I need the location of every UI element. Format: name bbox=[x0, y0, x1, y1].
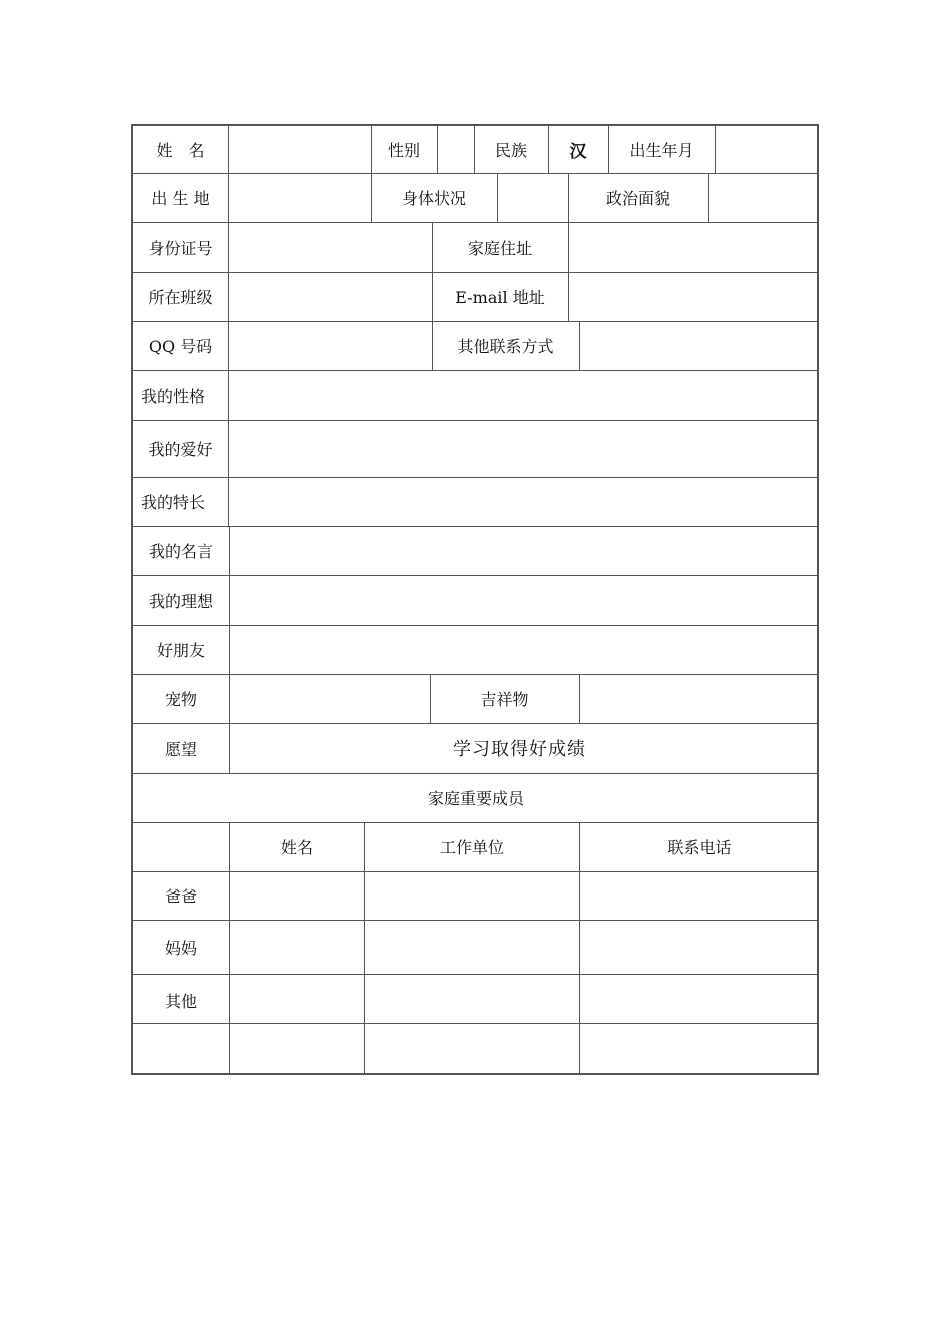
qq-field[interactable] bbox=[229, 321, 432, 370]
health-field[interactable] bbox=[498, 173, 568, 222]
family-section-title: 家庭重要成员 bbox=[427, 789, 524, 808]
class-label: 所在班级 bbox=[148, 288, 213, 307]
wish-label: 愿望 bbox=[164, 739, 197, 759]
id-number-field[interactable] bbox=[229, 222, 432, 272]
class-field[interactable] bbox=[229, 272, 432, 321]
birth-date-field[interactable] bbox=[716, 126, 819, 173]
family-member-other-label: 其他 bbox=[164, 992, 197, 1011]
ideal-label: 我的理想 bbox=[148, 591, 213, 611]
health-label: 身体状况 bbox=[401, 189, 466, 208]
other-contact-label: 其他联系方式 bbox=[457, 337, 554, 356]
friends-label: 好朋友 bbox=[156, 641, 205, 660]
pet-field[interactable] bbox=[230, 674, 430, 723]
dad-phone-field[interactable] bbox=[580, 871, 819, 920]
mom-name-field[interactable] bbox=[230, 920, 364, 974]
ideal-field[interactable] bbox=[230, 575, 819, 625]
email-label: E-mail 地址 bbox=[455, 288, 545, 307]
personality-label: 我的性格 bbox=[141, 386, 206, 406]
ethnicity-label: 民族 bbox=[494, 141, 527, 160]
extra-workplace-field[interactable] bbox=[365, 1024, 579, 1073]
wish-value[interactable]: 学习取得好成绩 bbox=[453, 739, 586, 760]
personality-field[interactable] bbox=[229, 370, 819, 420]
gender-field[interactable] bbox=[438, 126, 474, 173]
home-address-field[interactable] bbox=[569, 222, 819, 272]
political-status-label: 政治面貌 bbox=[605, 189, 670, 208]
id-number-label: 身份证号 bbox=[148, 238, 213, 258]
dad-name-field[interactable] bbox=[230, 871, 364, 920]
mascot-field[interactable] bbox=[580, 674, 819, 723]
friends-field[interactable] bbox=[230, 625, 819, 674]
dad-workplace-field[interactable] bbox=[365, 871, 579, 920]
extra-member-label-field[interactable] bbox=[133, 1024, 229, 1073]
mom-phone-field[interactable] bbox=[580, 920, 819, 974]
extra-phone-field[interactable] bbox=[580, 1024, 819, 1073]
other-phone-field[interactable] bbox=[580, 974, 819, 1023]
student-info-form bbox=[131, 124, 819, 1075]
family-header-blank bbox=[133, 822, 229, 871]
family-header-name: 姓名 bbox=[280, 838, 313, 857]
hobby-label: 我的爱好 bbox=[148, 440, 213, 459]
mascot-label: 吉祥物 bbox=[480, 690, 529, 709]
family-member-mom-label: 妈妈 bbox=[164, 938, 197, 958]
qq-label: QQ 号码 bbox=[148, 337, 213, 356]
motto-label: 我的名言 bbox=[148, 542, 213, 561]
specialty-field[interactable] bbox=[229, 477, 819, 526]
birth-date-label: 出生年月 bbox=[629, 141, 694, 160]
motto-field[interactable] bbox=[230, 526, 819, 575]
ethnicity-value[interactable]: 汉 bbox=[569, 142, 587, 162]
family-header-workplace: 工作单位 bbox=[439, 838, 504, 857]
hobby-field[interactable] bbox=[229, 420, 819, 477]
specialty-label: 我的特长 bbox=[141, 493, 206, 512]
birthplace-field[interactable] bbox=[229, 173, 371, 222]
name-field[interactable] bbox=[229, 126, 371, 173]
name-label: 姓 名 bbox=[156, 141, 205, 160]
family-header-phone: 联系电话 bbox=[667, 838, 732, 857]
extra-name-field[interactable] bbox=[230, 1024, 364, 1073]
birthplace-label: 出 生 地 bbox=[151, 189, 210, 208]
email-field[interactable] bbox=[569, 272, 819, 321]
political-status-field[interactable] bbox=[709, 173, 819, 222]
other-name-field[interactable] bbox=[230, 974, 364, 1023]
other-contact-field[interactable] bbox=[580, 321, 819, 370]
home-address-label: 家庭住址 bbox=[467, 238, 532, 258]
gender-label: 性别 bbox=[387, 141, 420, 160]
pet-label: 宠物 bbox=[164, 690, 197, 709]
other-workplace-field[interactable] bbox=[365, 974, 579, 1023]
mom-workplace-field[interactable] bbox=[365, 920, 579, 974]
family-member-dad-label: 爸爸 bbox=[164, 887, 197, 906]
